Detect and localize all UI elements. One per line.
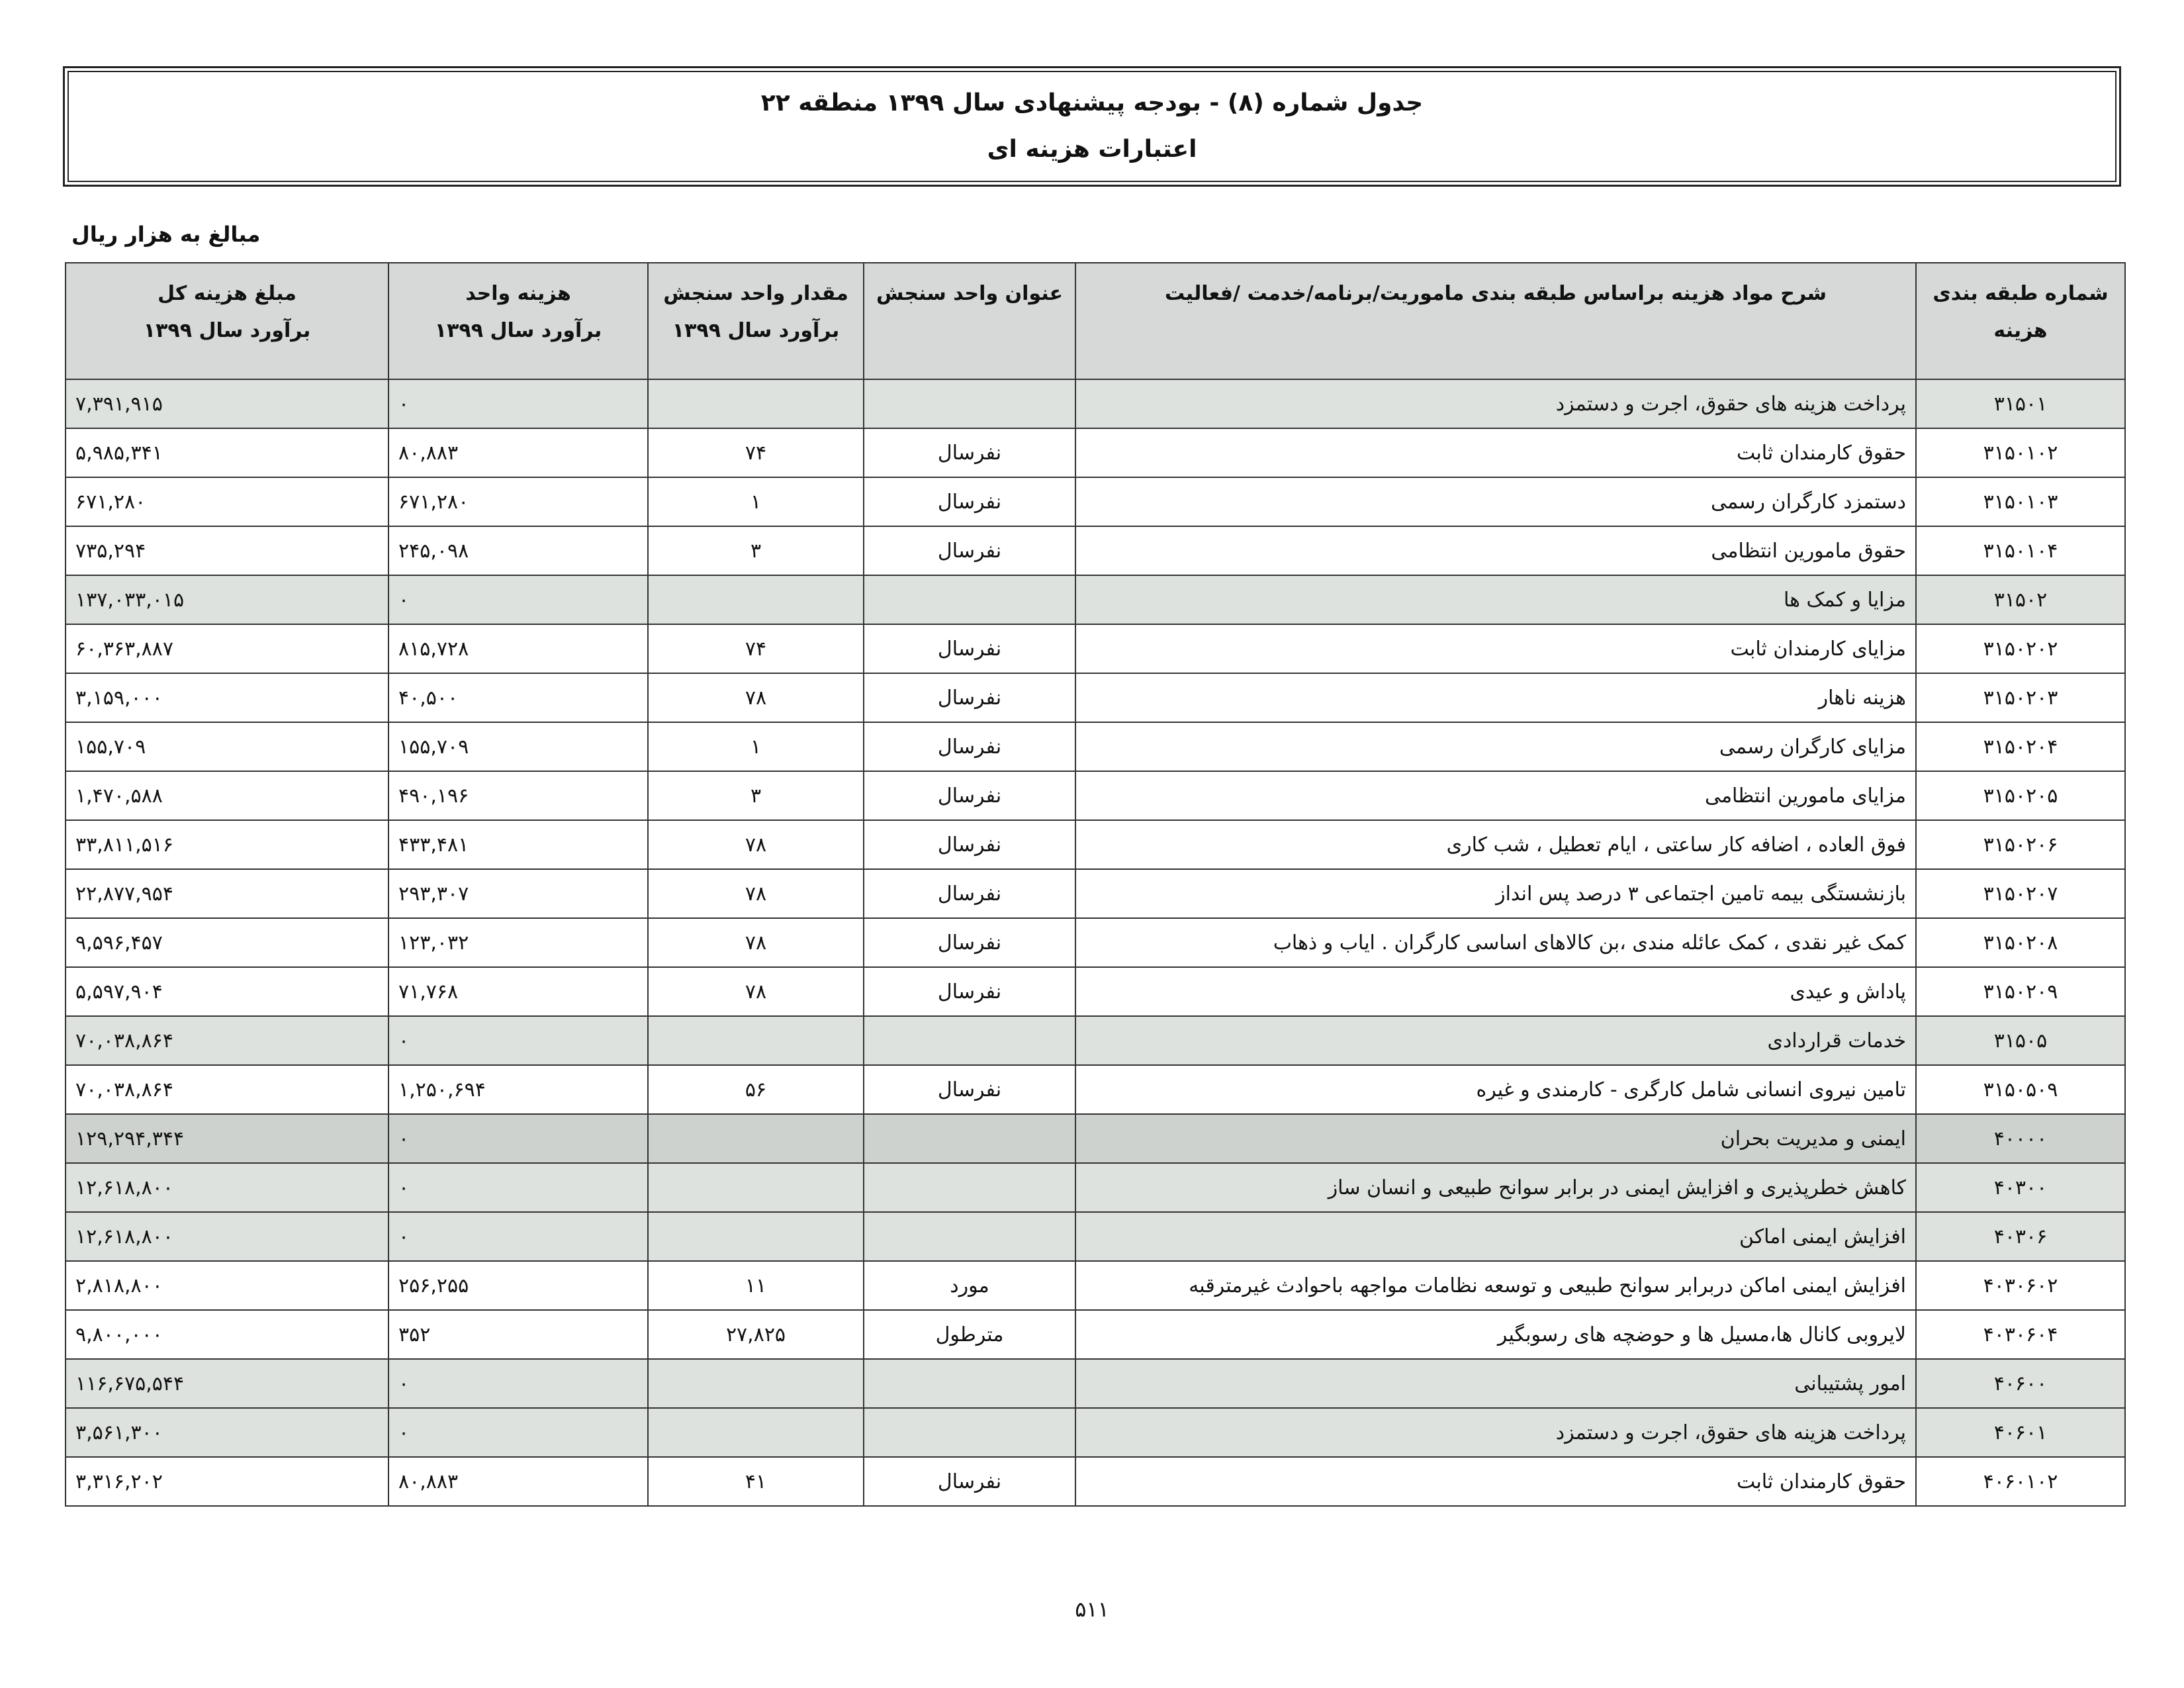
quantity-cell: ۷۴ — [648, 428, 864, 477]
classification-code-cell: ۳۱۵۰۵۰۹ — [1916, 1065, 2125, 1114]
total-amount-cell: ۷۳۵,۲۹۴ — [66, 526, 388, 575]
measurement-unit-cell: نفرسال — [864, 1065, 1075, 1114]
quantity-cell: ۳ — [648, 771, 864, 820]
title-box — [63, 66, 2121, 187]
description-cell: لایروبی کانال ها،مسیل ها و حوضچه های رسوبگیر — [1075, 1310, 1916, 1359]
quantity-cell: ۷۸ — [648, 673, 864, 722]
total-amount-cell: ۶۷۱,۲۸۰ — [66, 477, 388, 526]
description-cell: پرداخت هزینه های حقوق، اجرت و دستمزد — [1075, 1408, 1916, 1457]
total-amount-cell: ۷۰,۰۳۸,۸۶۴ — [66, 1016, 388, 1065]
description-cell: امور پشتیبانی — [1075, 1359, 1916, 1408]
measurement-unit-cell — [864, 575, 1075, 624]
table-row — [66, 379, 2125, 428]
total-amount-cell: ۱۱۶,۶۷۵,۵۴۴ — [66, 1359, 388, 1408]
measurement-unit-cell: نفرسال — [864, 722, 1075, 771]
description-cell: پرداخت هزینه های حقوق، اجرت و دستمزد — [1075, 379, 1916, 428]
description-cell: مزایای کارمندان ثابت — [1075, 624, 1916, 673]
unit-cost-cell: ۲۵۶,۲۵۵ — [388, 1261, 648, 1310]
total-amount-cell: ۳,۵۶۱,۳۰۰ — [66, 1408, 388, 1457]
unit-cost-cell: ۴۹۰,۱۹۶ — [388, 771, 648, 820]
table-row — [66, 575, 2125, 624]
measurement-unit-cell: نفرسال — [864, 477, 1075, 526]
classification-code-cell: ۳۱۵۰۲۰۸ — [1916, 918, 2125, 967]
classification-code-cell: ۳۱۵۰۲ — [1916, 575, 2125, 624]
quantity-cell: ۱ — [648, 722, 864, 771]
unit-cost-cell: ۴۰,۵۰۰ — [388, 673, 648, 722]
unit-cost-cell: ۰ — [388, 1359, 648, 1408]
column-header: شماره طبقه بندی هزینه — [1916, 263, 2125, 379]
measurement-unit-cell: نفرسال — [864, 428, 1075, 477]
description-cell: تامین نیروی انسانی شامل کارگری - کارمندی و غیره — [1075, 1065, 1916, 1114]
total-amount-cell: ۷۰,۰۳۸,۸۶۴ — [66, 1065, 388, 1114]
measurement-unit-cell: نفرسال — [864, 918, 1075, 967]
total-amount-cell: ۳,۳۱۶,۲۰۲ — [66, 1457, 388, 1506]
table-row — [66, 722, 2125, 771]
description-cell: مزایای کارگران رسمی — [1075, 722, 1916, 771]
total-amount-cell: ۹,۵۹۶,۴۵۷ — [66, 918, 388, 967]
measurement-unit-cell — [864, 1016, 1075, 1065]
classification-code-cell: ۴۰۰۰۰ — [1916, 1114, 2125, 1163]
description-cell: افزایش ایمنی اماکن دربرابر سوانح طبیعی و توسعه نظامات مواجهه باحوادث غیرمترقبه — [1075, 1261, 1916, 1310]
column-header: مبلغ هزینه کل برآورد سال ۱۳۹۹ — [66, 263, 388, 379]
measurement-unit-cell: نفرسال — [864, 967, 1075, 1016]
quantity-cell: ۱ — [648, 477, 864, 526]
measurement-unit-cell — [864, 1163, 1075, 1212]
table-row — [66, 477, 2125, 526]
total-amount-cell: ۱۲,۶۱۸,۸۰۰ — [66, 1163, 388, 1212]
total-amount-cell: ۱۲۹,۲۹۴,۳۴۴ — [66, 1114, 388, 1163]
measurement-unit-cell: نفرسال — [864, 771, 1075, 820]
measurement-unit-cell — [864, 1114, 1075, 1163]
description-cell: دستمزد کارگران رسمی — [1075, 477, 1916, 526]
classification-code-cell: ۳۱۵۰۲۰۳ — [1916, 673, 2125, 722]
classification-code-cell: ۳۱۵۰۱ — [1916, 379, 2125, 428]
total-amount-cell: ۱,۴۷۰,۵۸۸ — [66, 771, 388, 820]
unit-cost-cell: ۲۹۳,۳۰۷ — [388, 869, 648, 918]
description-cell: حقوق کارمندان ثابت — [1075, 1457, 1916, 1506]
measurement-unit-cell — [864, 1212, 1075, 1261]
classification-code-cell: ۴۰۶۰۱۰۲ — [1916, 1457, 2125, 1506]
total-amount-cell: ۲۲,۸۷۷,۹۵۴ — [66, 869, 388, 918]
table-row — [66, 1359, 2125, 1408]
unit-cost-cell: ۱,۲۵۰,۶۹۴ — [388, 1065, 648, 1114]
measurement-unit-cell — [864, 1408, 1075, 1457]
description-cell: کاهش خطرپذیری و افزایش ایمنی در برابر سوانح طبیعی و انسان ساز — [1075, 1163, 1916, 1212]
page-title: جدول شماره (۸) - بودجه پیشنهادی سال ۱۳۹۹ منطقه ۲۲ — [760, 89, 1424, 117]
unit-cost-cell: ۸۰,۸۸۳ — [388, 428, 648, 477]
classification-code-cell: ۴۰۳۰۰ — [1916, 1163, 2125, 1212]
description-cell: مزایا و کمک ها — [1075, 575, 1916, 624]
quantity-cell — [648, 575, 864, 624]
column-header: شرح مواد هزینه براساس طبقه بندی ماموریت/برنامه/خدمت /فعالیت — [1075, 263, 1916, 379]
description-cell: هزینه ناهار — [1075, 673, 1916, 722]
unit-cost-cell: ۱۵۵,۷۰۹ — [388, 722, 648, 771]
description-cell: فوق العاده ، اضافه کار ساعتی ، ایام تعطیل ، شب کاری — [1075, 820, 1916, 869]
unit-cost-cell: ۱۲۳,۰۳۲ — [388, 918, 648, 967]
description-cell: بازنشستگی بیمه تامین اجتماعی ۳ درصد پس انداز — [1075, 869, 1916, 918]
unit-cost-cell: ۳۵۲ — [388, 1310, 648, 1359]
description-cell: افزایش ایمنی اماکن — [1075, 1212, 1916, 1261]
table-row — [66, 1261, 2125, 1310]
table-row — [66, 1457, 2125, 1506]
description-cell: کمک غیر نقدی ، کمک عائله مندی ،بن کالاهای اساسی کارگران . ایاب و ذهاب — [1075, 918, 1916, 967]
description-cell: خدمات قراردادی — [1075, 1016, 1916, 1065]
table-row — [66, 1114, 2125, 1163]
quantity-cell: ۷۸ — [648, 820, 864, 869]
quantity-cell: ۱۱ — [648, 1261, 864, 1310]
classification-code-cell: ۴۰۳۰۶۰۲ — [1916, 1261, 2125, 1310]
classification-code-cell: ۳۱۵۰۱۰۲ — [1916, 428, 2125, 477]
classification-code-cell: ۳۱۵۰۱۰۴ — [1916, 526, 2125, 575]
measurement-unit-cell: نفرسال — [864, 820, 1075, 869]
description-cell: حقوق کارمندان ثابت — [1075, 428, 1916, 477]
unit-cost-cell: ۸۱۵,۷۲۸ — [388, 624, 648, 673]
table-row — [66, 624, 2125, 673]
measurement-unit-cell: نفرسال — [864, 869, 1075, 918]
unit-cost-cell: ۰ — [388, 1212, 648, 1261]
table-row — [66, 526, 2125, 575]
table-row — [66, 1065, 2125, 1114]
total-amount-cell: ۵,۹۸۵,۳۴۱ — [66, 428, 388, 477]
classification-code-cell: ۳۱۵۰۲۰۶ — [1916, 820, 2125, 869]
classification-code-cell: ۳۱۵۰۲۰۹ — [1916, 967, 2125, 1016]
unit-cost-cell: ۷۱,۷۶۸ — [388, 967, 648, 1016]
unit-cost-cell: ۰ — [388, 1114, 648, 1163]
measurement-unit-cell: نفرسال — [864, 673, 1075, 722]
description-cell: ایمنی و مدیریت بحران — [1075, 1114, 1916, 1163]
quantity-cell: ۵۶ — [648, 1065, 864, 1114]
quantity-cell — [648, 1163, 864, 1212]
quantity-cell — [648, 379, 864, 428]
classification-code-cell: ۴۰۳۰۶ — [1916, 1212, 2125, 1261]
budget-table — [65, 262, 2126, 1507]
page-number: ۵۱۱ — [1075, 1597, 1109, 1622]
table-row — [66, 1163, 2125, 1212]
measurement-unit-cell: نفرسال — [864, 526, 1075, 575]
classification-code-cell: ۳۱۵۰۵ — [1916, 1016, 2125, 1065]
classification-code-cell: ۴۰۶۰۱ — [1916, 1408, 2125, 1457]
quantity-cell — [648, 1212, 864, 1261]
quantity-cell — [648, 1016, 864, 1065]
table-row — [66, 1408, 2125, 1457]
unit-cost-cell: ۰ — [388, 575, 648, 624]
quantity-cell: ۴۱ — [648, 1457, 864, 1506]
classification-code-cell: ۳۱۵۰۲۰۷ — [1916, 869, 2125, 918]
page-subtitle: اعتبارات هزینه ای — [987, 136, 1197, 163]
table-row — [66, 967, 2125, 1016]
quantity-cell: ۷۸ — [648, 918, 864, 967]
measurement-unit-cell — [864, 379, 1075, 428]
table-row — [66, 1310, 2125, 1359]
table-row — [66, 428, 2125, 477]
classification-code-cell: ۳۱۵۰۲۰۲ — [1916, 624, 2125, 673]
quantity-cell: ۷۸ — [648, 967, 864, 1016]
description-cell: حقوق مامورین انتظامی — [1075, 526, 1916, 575]
unit-cost-cell: ۰ — [388, 379, 648, 428]
table-row — [66, 673, 2125, 722]
column-header: عنوان واحد سنجش — [864, 263, 1075, 379]
quantity-cell: ۳ — [648, 526, 864, 575]
unit-cost-cell: ۴۳۳,۴۸۱ — [388, 820, 648, 869]
measurement-unit-cell: نفرسال — [864, 624, 1075, 673]
table-header-row — [66, 263, 2125, 379]
classification-code-cell: ۳۱۵۰۲۰۵ — [1916, 771, 2125, 820]
unit-cost-cell: ۰ — [388, 1163, 648, 1212]
quantity-cell — [648, 1359, 864, 1408]
quantity-cell — [648, 1408, 864, 1457]
total-amount-cell: ۳۳,۸۱۱,۵۱۶ — [66, 820, 388, 869]
table-row — [66, 918, 2125, 967]
measurement-unit-cell — [864, 1359, 1075, 1408]
unit-cost-cell: ۸۰,۸۸۳ — [388, 1457, 648, 1506]
description-cell: پاداش و عیدی — [1075, 967, 1916, 1016]
column-header: هزینه واحد برآورد سال ۱۳۹۹ — [388, 263, 648, 379]
quantity-cell — [648, 1114, 864, 1163]
unit-cost-cell: ۰ — [388, 1016, 648, 1065]
total-amount-cell: ۳,۱۵۹,۰۰۰ — [66, 673, 388, 722]
table-row — [66, 1212, 2125, 1261]
table-row — [66, 771, 2125, 820]
table-row — [66, 820, 2125, 869]
total-amount-cell: ۵,۵۹۷,۹۰۴ — [66, 967, 388, 1016]
description-cell: مزایای مامورین انتظامی — [1075, 771, 1916, 820]
total-amount-cell: ۱۲,۶۱۸,۸۰۰ — [66, 1212, 388, 1261]
classification-code-cell: ۴۰۶۰۰ — [1916, 1359, 2125, 1408]
total-amount-cell: ۹,۸۰۰,۰۰۰ — [66, 1310, 388, 1359]
table-body — [66, 379, 2125, 1506]
unit-cost-cell: ۶۷۱,۲۸۰ — [388, 477, 648, 526]
total-amount-cell: ۶۰,۳۶۳,۸۸۷ — [66, 624, 388, 673]
quantity-cell: ۲۷,۸۲۵ — [648, 1310, 864, 1359]
currency-unit-note: مبالغ به هزار ریال — [71, 222, 261, 247]
measurement-unit-cell: نفرسال — [864, 1457, 1075, 1506]
classification-code-cell: ۳۱۵۰۱۰۳ — [1916, 477, 2125, 526]
classification-code-cell: ۳۱۵۰۲۰۴ — [1916, 722, 2125, 771]
quantity-cell: ۷۴ — [648, 624, 864, 673]
total-amount-cell: ۲,۸۱۸,۸۰۰ — [66, 1261, 388, 1310]
unit-cost-cell: ۰ — [388, 1408, 648, 1457]
total-amount-cell: ۷,۳۹۱,۹۱۵ — [66, 379, 388, 428]
unit-cost-cell: ۲۴۵,۰۹۸ — [388, 526, 648, 575]
table-row — [66, 869, 2125, 918]
column-header: مقدار واحد سنجش برآورد سال ۱۳۹۹ — [648, 263, 864, 379]
total-amount-cell: ۱۳۷,۰۳۳,۰۱۵ — [66, 575, 388, 624]
quantity-cell: ۷۸ — [648, 869, 864, 918]
measurement-unit-cell: مورد — [864, 1261, 1075, 1310]
total-amount-cell: ۱۵۵,۷۰۹ — [66, 722, 388, 771]
classification-code-cell: ۴۰۳۰۶۰۴ — [1916, 1310, 2125, 1359]
table-row — [66, 1016, 2125, 1065]
measurement-unit-cell: مترطول — [864, 1310, 1075, 1359]
